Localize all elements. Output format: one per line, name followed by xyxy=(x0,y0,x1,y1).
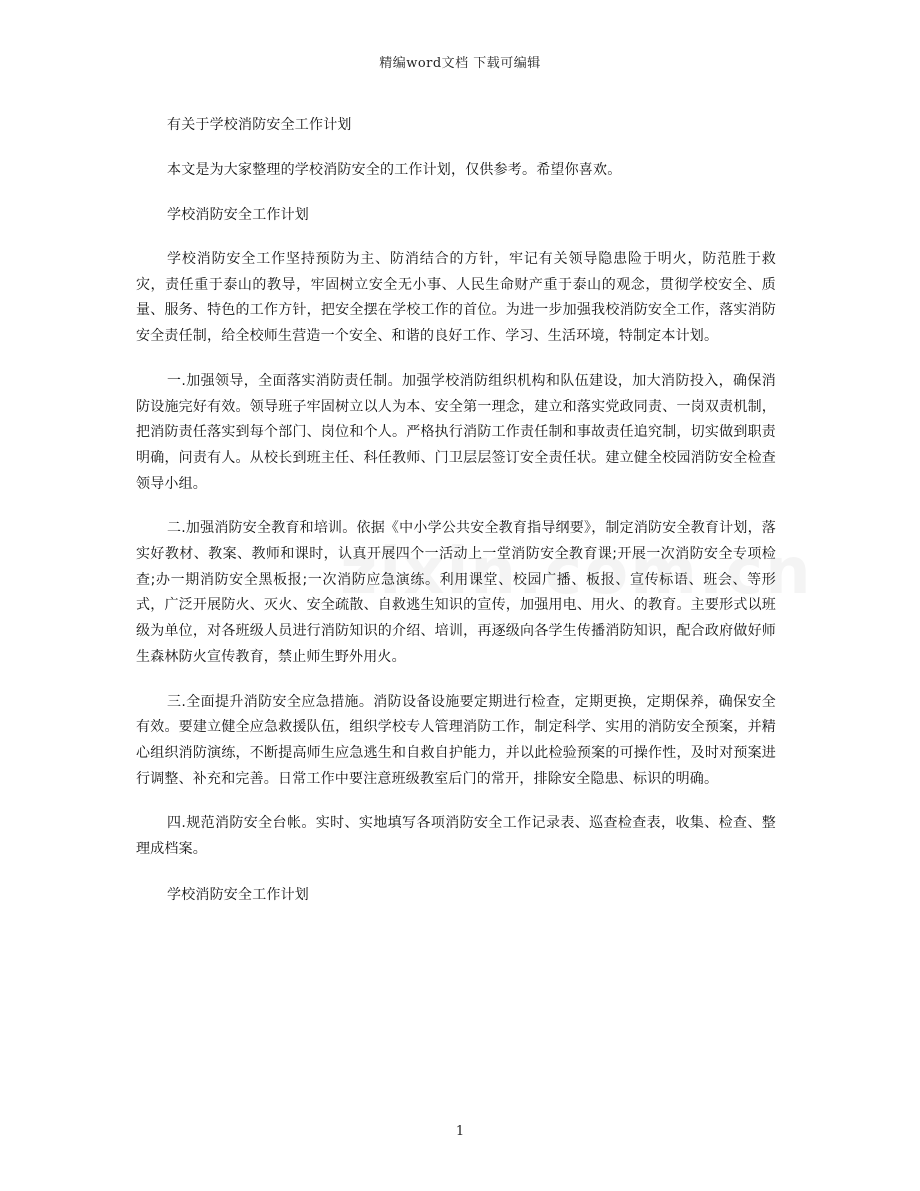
page-header: 精编word文档 下载可编辑 xyxy=(379,56,541,71)
closing-heading: 学校消防安全工作计划 xyxy=(167,886,309,903)
paragraph-emergency: 三.全面提升消防安全应急措施。消防设备设施要定期进行检查，定期更换，定期保养，确保安全有效。要建立健全应急救援队伍，组织学校专人管理消防工作，制定科学、实用的消防安全预案，并精心组织消防演练，不断提高师生应急逃生和自救自护能力，并以此检验预案的可操作性，及时对预案进行调整、补充和完善。日常工作中要注意班级教室后门的常开，排除安全隐患、标识的明确。 xyxy=(136,693,776,787)
paragraph-leadership: 一.加强领导，全面落实消防责任制。加强学校消防组织机构和队伍建设，加大消防投入，确保消防设施完好有效。领导班子牢固树立以人为本、安全第一理念，建立和落实党政同责、一岗双责机制，把消防责任落实到每个部门、岗位和个人。严格执行消防工作责任制和事故责任追究制，切实做到职责明确，问责有人。从校长到班主任、科任教师、门卫层层签订安全责任状。建立健全校园消防安全检查领导小组。 xyxy=(136,372,776,492)
paragraph-education: 二.加强消防安全教育和培训。依据《中小学公共安全教育指导纲要》，制定消防安全教育计划，落实好教材、教案、教师和课时，认真开展四个一活动上一堂消防安全教育课;开展一次消防安全专项检查;办一期消防安全黑板报;一次消防应急演练。利用课堂、校园广播、板报、宣传标语、班会、等形式，广泛开展防火、灭火、安全疏散、自救逃生知识的宣传，加强用电、用火、的教育。主要形式以班级为单位，对各班级人员进行消防知识的介绍、培训，再逐级向各学生传播消防知识，配合政府做好师生森林防火宣传教育，禁止师生野外用火。 xyxy=(136,520,776,665)
document-title: 有关于学校消防安全工作计划 xyxy=(167,117,352,133)
paragraph-overview: 学校消防安全工作坚持预防为主、防消结合的方针，牢记有关领导隐患险于明火，防范胜于救灾，责任重于泰山的教导，牢固树立安全无小事、人民生命财产重于泰山的观念，贯彻学校安全、质量、服务、特色的工作方针，把安全摆在学校工作的首位。为进一步加强我校消防安全工作，落实消防安全责任制，给全校师生营造一个安全、和谐的良好工作、学习、生活环境，特制定本计划。 xyxy=(136,251,776,345)
document-body xyxy=(136,112,776,927)
intro-line: 本文是为大家整理的学校消防安全的工作计划，仅供参考。希望你喜欢。 xyxy=(167,162,622,178)
page-number: 1 xyxy=(455,1124,465,1139)
paragraph-records: 四.规范消防安全台帐。实时、实地填写各项消防安全工作记录表、巡查检查表，收集、检查、整理成档案。 xyxy=(136,815,776,858)
section-heading: 学校消防安全工作计划 xyxy=(167,207,309,223)
